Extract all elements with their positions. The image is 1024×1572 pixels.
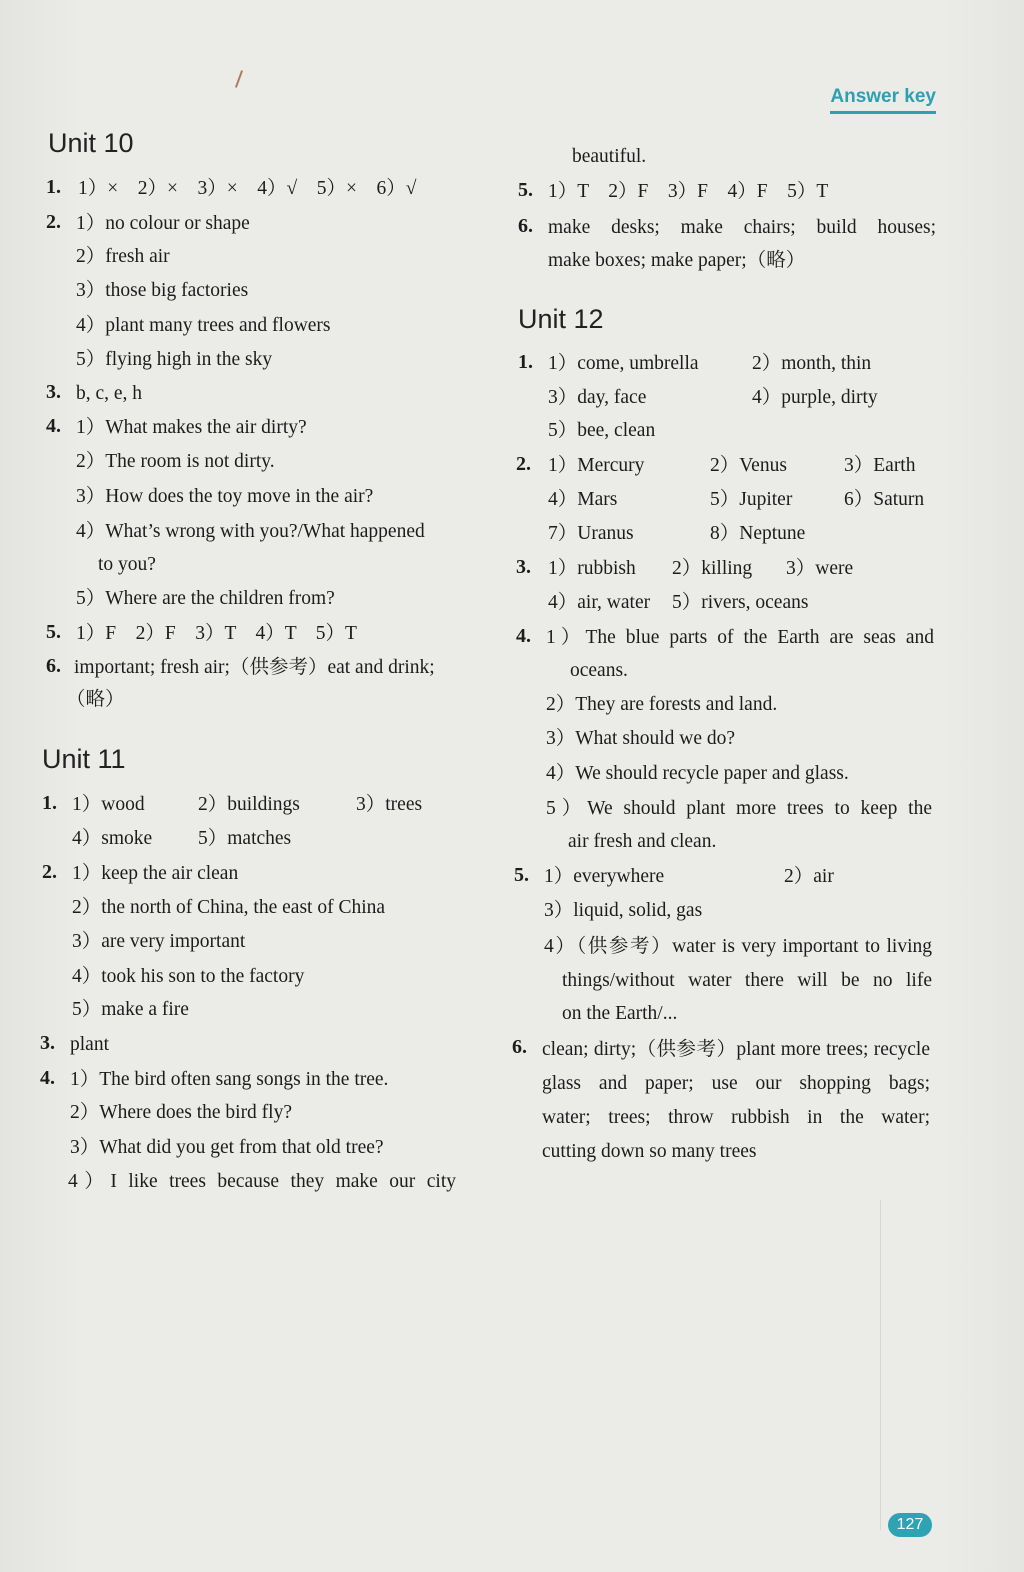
- u11-q2-item: 3）are very important: [72, 931, 246, 952]
- u12-q3-item: 3）were: [786, 558, 854, 579]
- u11-q2-item: 5）make a fire: [72, 999, 189, 1020]
- u11-q4-item-continued: beautiful.: [572, 146, 647, 167]
- u12-q2-number: 2.: [516, 453, 531, 475]
- u12-q6-line: glass and paper; use our shopping bags;: [542, 1073, 930, 1094]
- u10-q4-item: 3）How does the toy move in the air?: [76, 486, 374, 507]
- u11-q1-item: 2）buildings: [198, 794, 300, 815]
- u11-q1-item: 3）trees: [356, 794, 423, 815]
- u12-q5-number: 5.: [514, 864, 529, 886]
- u12-q5-item-continued: on the Earth/...: [562, 1003, 678, 1024]
- u12-q3-item: 2）killing: [672, 558, 753, 579]
- unit-11-title: Unit 11: [42, 744, 126, 774]
- u12-q1-number: 1.: [518, 351, 533, 373]
- u11-q1-item: 5）matches: [198, 828, 292, 849]
- u10-q2-item: 1）no colour or shape: [76, 213, 250, 234]
- u12-q5-item: 4）（供参考）water is very important to living: [544, 936, 932, 957]
- unit-10-title: Unit 10: [48, 128, 134, 158]
- page-number-badge: 127: [888, 1513, 932, 1537]
- u12-q6-line: cutting down so many trees: [542, 1141, 757, 1162]
- u10-q3-answer: b, c, e, h: [76, 383, 143, 404]
- u11-q6-line: make desks; make chairs; build houses;: [548, 217, 936, 238]
- u12-q3-item: 5）rivers, oceans: [672, 592, 809, 613]
- u11-q5-number: 5.: [518, 179, 533, 201]
- u10-q1-number: 1.: [46, 176, 61, 198]
- u12-q4-item: 3）What should we do?: [546, 728, 736, 749]
- u11-q4-item: 2）Where does the bird fly?: [70, 1102, 293, 1123]
- u11-q4-item: 1）The bird often sang songs in the tree.: [70, 1069, 389, 1090]
- u12-q5-item: 3）liquid, solid, gas: [544, 900, 703, 921]
- u11-q4-number: 4.: [40, 1067, 55, 1089]
- u12-q4-number: 4.: [516, 625, 531, 647]
- u12-q6-line: clean; dirty;（供参考）plant more trees; recycle: [542, 1039, 930, 1060]
- u11-q1-number: 1.: [42, 792, 57, 814]
- u12-q1-item: 1）come, umbrella: [548, 353, 699, 374]
- u12-q4-item-continued: air fresh and clean.: [568, 831, 717, 852]
- u10-q4-item: 2）The room is not dirty.: [76, 451, 275, 472]
- u10-q6-number: 6.: [46, 655, 61, 677]
- answer-key-title: Answer key: [830, 86, 936, 114]
- u12-q6-number: 6.: [512, 1036, 527, 1058]
- u12-q2-item: 7）Uranus: [548, 523, 634, 544]
- u12-q2-item: 3）Earth: [844, 455, 916, 476]
- u12-q3-number: 3.: [516, 556, 531, 578]
- u10-q4-item: 1）What makes the air dirty?: [76, 417, 307, 438]
- u10-q5-answers: 1）F 2）F 3）T 4）T 5）T: [76, 623, 357, 644]
- u10-q2-item: 2）fresh air: [76, 246, 170, 267]
- u10-q4-item: 5）Where are the children from?: [76, 588, 335, 609]
- u10-q4-item: 4）What’s wrong with you?/What happened: [76, 521, 425, 542]
- u11-q2-item: 4）took his son to the factory: [72, 966, 305, 987]
- unit-12-title: Unit 12: [518, 304, 604, 334]
- u10-q6-line: （略）: [66, 689, 125, 710]
- u12-q2-item: 6）Saturn: [844, 489, 925, 510]
- u10-q2-number: 2.: [46, 211, 61, 233]
- u11-q3-answer: plant: [70, 1034, 109, 1055]
- u12-q4-item: 5）We should plant more trees to keep the: [546, 798, 932, 819]
- u10-q6-line: important; fresh air;（供参考）eat and drink;: [74, 657, 435, 678]
- u11-q5-answers: 1）T 2）F 3）F 4）F 5）T: [548, 181, 829, 202]
- u11-q2-item: 2）the north of China, the east of China: [72, 897, 386, 918]
- u11-q4-item: 3）What did you get from that old tree?: [70, 1137, 384, 1158]
- u12-q2-item: 4）Mars: [548, 489, 618, 510]
- u12-q1-item: 3）day, face: [548, 387, 647, 408]
- u12-q4-item: 1）The blue parts of the Earth are seas and: [546, 627, 934, 648]
- u12-q6-line: water; trees; throw rubbish in the water;: [542, 1107, 930, 1128]
- u10-q4-number: 4.: [46, 415, 61, 437]
- u10-q2-item: 3）those big factories: [76, 280, 249, 301]
- page-header: [830, 86, 936, 114]
- u11-q1-item: 4）smoke: [72, 828, 153, 849]
- u11-q4-item: 4）I like trees because they make our city: [68, 1171, 456, 1192]
- u11-q3-number: 3.: [40, 1032, 55, 1054]
- u12-q1-item: 2）month, thin: [752, 353, 872, 374]
- u11-q1-item: 1）wood: [72, 794, 145, 815]
- u12-q2-item: 2）Venus: [710, 455, 787, 476]
- u12-q5-item-continued: things/without water there will be no life: [562, 970, 932, 991]
- pen-mark: [235, 70, 243, 88]
- u11-q2-number: 2.: [42, 861, 57, 883]
- u12-q3-item: 4）air, water: [548, 592, 651, 613]
- u12-q3-item: 1）rubbish: [548, 558, 636, 579]
- u11-q2-item: 1）keep the air clean: [72, 863, 239, 884]
- u12-q2-item: 1）Mercury: [548, 455, 645, 476]
- u12-q4-item: 2）They are forests and land.: [546, 694, 778, 715]
- u12-q4-item: 4）We should recycle paper and glass.: [546, 763, 849, 784]
- u12-q1-item: 5）bee, clean: [548, 420, 656, 441]
- u11-q6-number: 6.: [518, 215, 533, 237]
- u10-q3-number: 3.: [46, 381, 61, 403]
- u10-q1-answers: 1）× 2）× 3）× 4）√ 5）× 6）√: [78, 178, 417, 199]
- u10-q4-item-continued: to you?: [98, 554, 156, 575]
- u12-q5-item: 1）everywhere: [544, 866, 665, 887]
- u10-q5-number: 5.: [46, 621, 61, 643]
- u10-q2-item: 5）flying high in the sky: [76, 349, 273, 370]
- u12-q1-item: 4）purple, dirty: [752, 387, 878, 408]
- u11-q6-line: make boxes; make paper;（略）: [548, 250, 806, 271]
- u10-q2-item: 4）plant many trees and flowers: [76, 315, 331, 336]
- u12-q4-item-continued: oceans.: [570, 660, 628, 681]
- u12-q2-item: 8）Neptune: [710, 523, 806, 544]
- u12-q2-item: 5）Jupiter: [710, 489, 793, 510]
- page-crease: [880, 1200, 881, 1530]
- u12-q5-item: 2）air: [784, 866, 834, 887]
